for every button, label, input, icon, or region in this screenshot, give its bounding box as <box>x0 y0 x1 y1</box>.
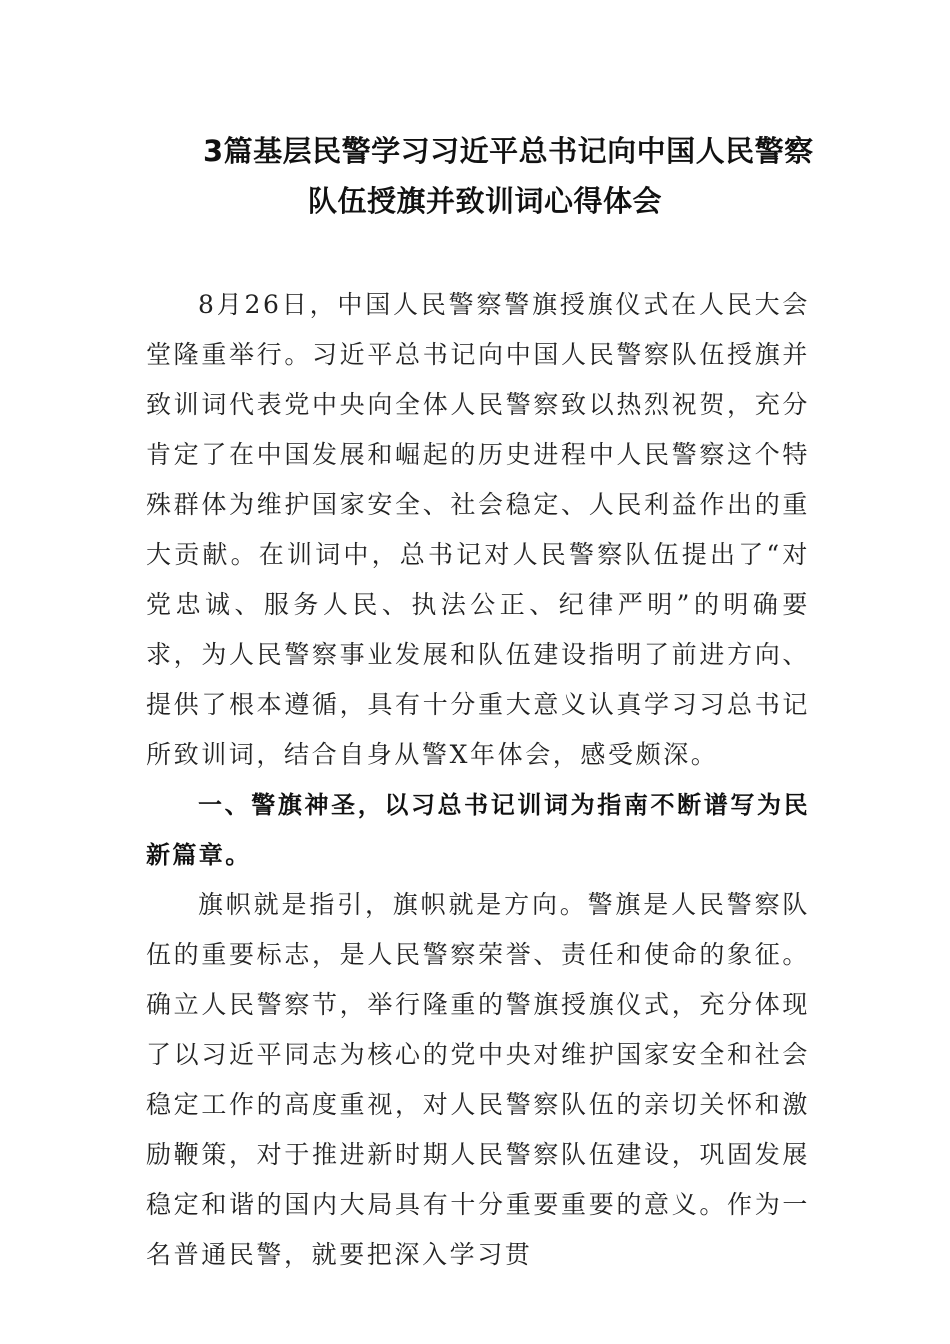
document-title-line-1: 3篇基层民警学习习近平总书记向中国人民警察 <box>203 134 814 168</box>
section-heading-1: 一、警旗神圣，以习总书记训词为指南不断谱写为民新篇章。 <box>146 791 810 869</box>
document-body <box>146 280 810 1280</box>
document-title-line-2: 队伍授旗并致训词心得体会 <box>308 184 663 218</box>
paragraph-intro: 8月26日，中国人民警察警旗授旗仪式在人民大会堂隆重举行。习近平总书记向中国人民警察队伍授旗并致训词代表党中央向全体人民警察致以热烈祝贺，充分肯定了在中国发展和崛起的历史进程中人民警察这个特殊群体为维护国家安全、社会稳定、人民利益作出的重大贡献。在训词中，总书记对人民警察队伍提出了“对党忠诚、服务人民、执法公正、纪律严明”的明确要求，为人民警察事业发展和队伍建设指明了前进方向、提供了根本遵循，具有十分重大意义认真学习习总书记所致训词，结合自身从警X年体会，感受颇深。 <box>146 290 810 769</box>
paragraph-section-1: 旗帜就是指引，旗帜就是方向。警旗是人民警察队伍的重要标志，是人民警察荣誉、责任和使命的象征。确立人民警察节，举行隆重的警旗授旗仪式，充分体现了以习近平同志为核心的党中央对维护国家安全和社会稳定工作的高度重视，对人民警察队伍的亲切关怀和激励鞭策，对于推进新时期人民警察队伍建设，巩固发展稳定和谐的国内大局具有十分重要重要的意义。作为一名普通民警，就要把深入学习贯 <box>146 890 810 1269</box>
